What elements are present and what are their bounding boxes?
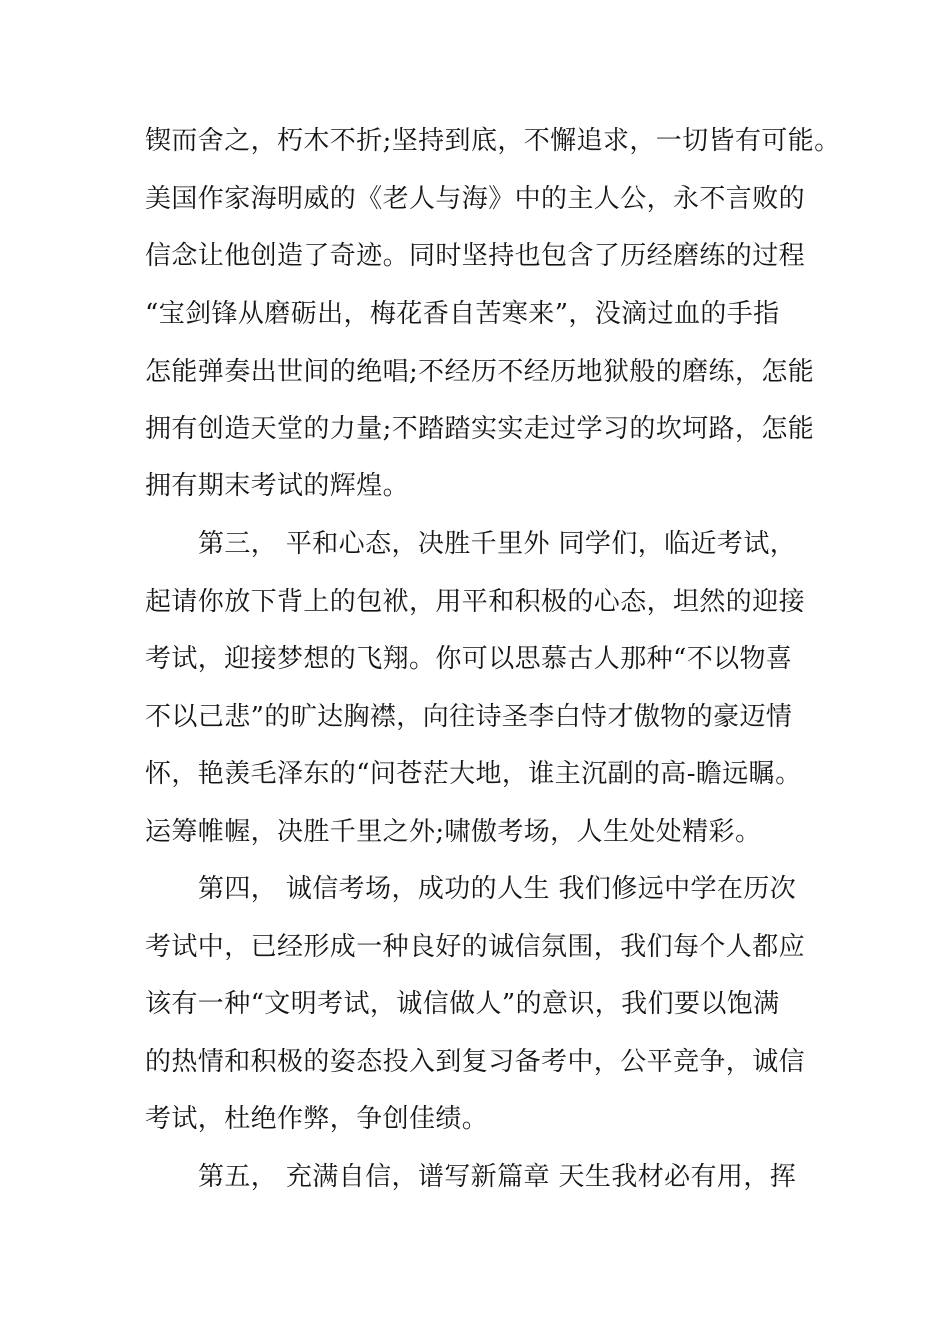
text-line: 美国作家海明威的《老人与海》中的主人公，永不言败的 — [145, 184, 806, 214]
text-line: 考试中，已经形成一种良好的诚信氛围，我们每个人都应 — [145, 932, 806, 962]
section-heading-line: 第四， 诚信考场，成功的人生 我们修远中学在历次 — [198, 874, 797, 904]
text-line: 怎能弹奏出世间的绝唱;不经历不经历地狱般的磨练，怎能 — [145, 357, 815, 387]
text-line: 锲而舍之，朽木不折;坚持到底，不懈追求，一切皆有可能。 — [145, 126, 841, 156]
section-heading-line: 第五， 充满自信，谱写新篇章 天生我材必有用，挥 — [198, 1162, 797, 1192]
section-heading-line: 第三， 平和心态，决胜千里外 同学们，临近考试， — [198, 529, 797, 559]
text-line: 怀，艳羡毛泽东的“问苍茫大地，谁主沉副的高-瞻远瞩。 — [145, 759, 802, 789]
text-line: 拥有创造天堂的力量;不踏踏实实走过学习的坎坷路，怎能 — [145, 414, 815, 444]
text-line: 考试，迎接梦想的飞翔。你可以思慕古人那种“不以物喜 — [145, 644, 793, 674]
text-line: 信念让他创造了奇迹。同时坚持也包含了历经磨练的过程 — [145, 241, 806, 271]
text-line: 起请你放下背上的包袱，用平和积极的心态，坦然的迎接 — [145, 587, 806, 617]
text-line: 运筹帷幄，决胜千里之外;啸傲考场，人生处处精彩。 — [145, 817, 762, 847]
text-line: “宝剑锋从磨砺出，梅花香自苦寒来”，没滴过血的手指 — [145, 299, 780, 329]
text-line: 不以己悲”的旷达胸襟，向往诗圣李白恃才傲物的豪迈情 — [145, 702, 793, 732]
text-line: 考试，杜绝作弊，争创佳绩。 — [145, 1104, 489, 1134]
text-line: 该有一种“文明考试，诚信做人”的意识，我们要以饱满 — [145, 989, 780, 1019]
text-line: 的热情和积极的姿态投入到复习备考中，公平竞争，诚信 — [145, 1047, 806, 1077]
text-line: 拥有期末考试的辉煌。 — [145, 471, 410, 501]
